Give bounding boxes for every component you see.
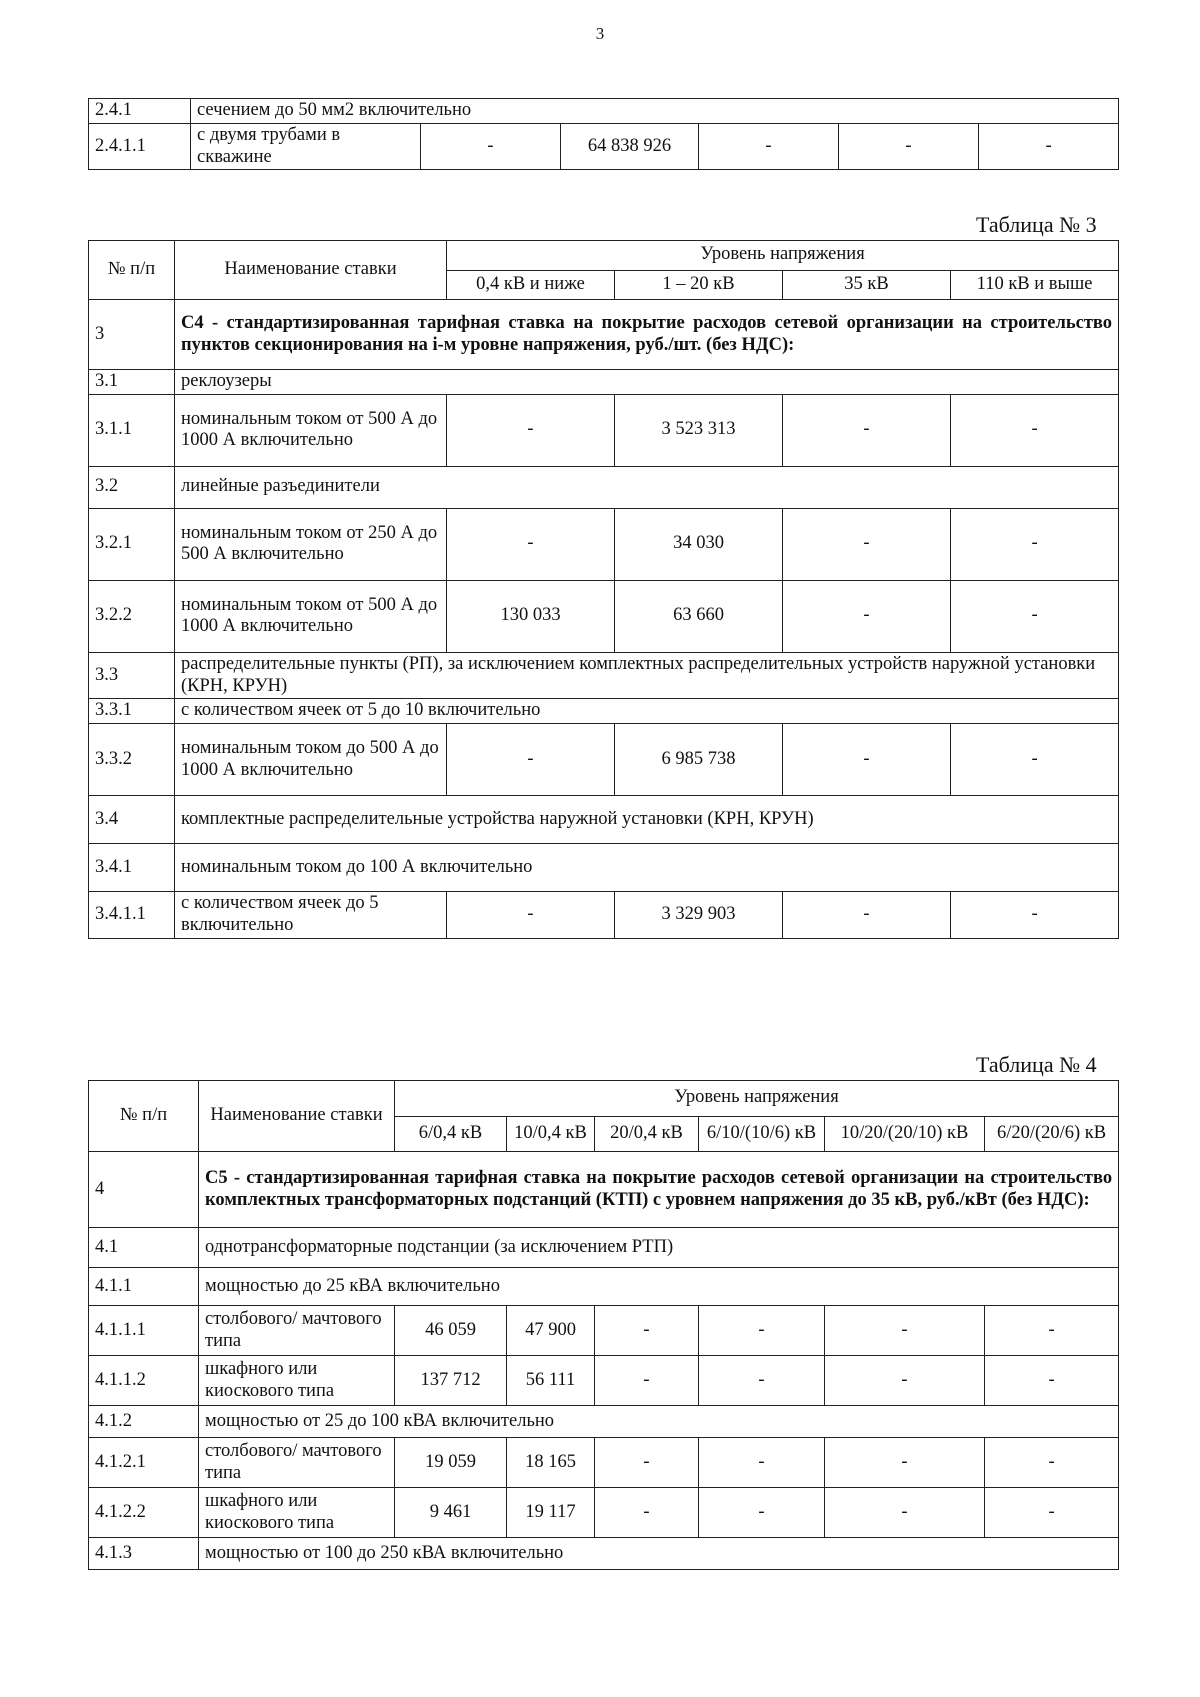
table-row	[89, 580, 1119, 652]
value-cell: -	[825, 1488, 985, 1538]
row-number: 3.3.1	[89, 699, 175, 724]
table-row	[89, 1438, 1119, 1488]
value-cell: -	[699, 1356, 825, 1406]
row-name: номинальным током до 100 А включительно	[175, 844, 1119, 892]
table3-caption: Таблица № 3	[976, 212, 1097, 237]
header-name: Наименование ставки	[175, 241, 447, 300]
section-title: С4 - стандартизированная тарифная ставка на покрытие расходов сетевой организации на строительство пунктов секционирования на i-м уровне напряжения, руб./шт. (без НДС):	[175, 300, 1119, 370]
value-cell: -	[985, 1356, 1119, 1406]
value-cell: 19 059	[395, 1438, 507, 1488]
header-voltage-level: Уровень напряжения	[395, 1081, 1119, 1117]
row-number: 3.2	[89, 466, 175, 508]
row-name: мощностью до 25 кВА включительно	[199, 1268, 1119, 1306]
value-cell: -	[699, 1438, 825, 1488]
value-cell: -	[951, 508, 1119, 580]
value-cell: -	[951, 580, 1119, 652]
row-name: с количеством ячеек до 5 включительно	[175, 892, 447, 939]
row-number: 2.4.1	[89, 99, 191, 124]
value-cell: -	[421, 123, 561, 170]
row-name: реклоузеры	[175, 370, 1119, 395]
header-col-2: 1 – 20 кВ	[615, 270, 783, 300]
value-cell: -	[839, 123, 979, 170]
row-number: 4	[89, 1152, 199, 1228]
table-row	[89, 1228, 1119, 1268]
table-row	[89, 1268, 1119, 1306]
table-3	[88, 240, 1119, 939]
table-row	[89, 699, 1119, 724]
row-name: мощностью от 100 до 250 кВА включительно	[199, 1538, 1119, 1570]
row-name: сечением до 50 мм2 включительно	[191, 99, 1119, 124]
row-number: 4.1.3	[89, 1538, 199, 1570]
value-cell: -	[699, 123, 839, 170]
section-row	[89, 1152, 1119, 1228]
row-name: столбового/ мачтового типа	[199, 1306, 395, 1356]
value-cell: -	[979, 123, 1119, 170]
value-cell: 3 523 313	[615, 394, 783, 466]
row-name: столбового/ мачтового типа	[199, 1438, 395, 1488]
row-name: номинальным током от 250 А до 500 А включительно	[175, 508, 447, 580]
value-cell: 19 117	[507, 1488, 595, 1538]
value-cell: -	[985, 1306, 1119, 1356]
table-row	[89, 1306, 1119, 1356]
row-name: с двумя трубами в скважине	[191, 123, 421, 170]
row-number: 4.1.2	[89, 1406, 199, 1438]
value-cell: -	[783, 394, 951, 466]
value-cell: 9 461	[395, 1488, 507, 1538]
header-col-3: 20/0,4 кВ	[595, 1116, 699, 1152]
table3-header-row	[89, 241, 1119, 271]
header-col-4: 110 кВ и выше	[951, 270, 1119, 300]
row-name: шкафного или киоскового типа	[199, 1488, 395, 1538]
value-cell: -	[447, 394, 615, 466]
value-cell: -	[951, 724, 1119, 796]
header-col-6: 6/20/(20/6) кВ	[985, 1116, 1119, 1152]
value-cell: -	[985, 1488, 1119, 1538]
row-number: 3.4.1.1	[89, 892, 175, 939]
table4-header-row	[89, 1081, 1119, 1117]
row-name: линейные разъединители	[175, 466, 1119, 508]
row-number: 4.1.2.1	[89, 1438, 199, 1488]
row-name: номинальным током от 500 А до 1000 А включительно	[175, 394, 447, 466]
table4-caption: Таблица № 4	[976, 1052, 1097, 1077]
value-cell: 56 111	[507, 1356, 595, 1406]
row-number: 4.1.1.2	[89, 1356, 199, 1406]
value-cell: -	[595, 1356, 699, 1406]
value-cell: -	[783, 892, 951, 939]
value-cell: 46 059	[395, 1306, 507, 1356]
row-number: 2.4.1.1	[89, 123, 191, 170]
value-cell: 34 030	[615, 508, 783, 580]
table-4	[88, 1080, 1119, 1570]
value-cell: 3 329 903	[615, 892, 783, 939]
row-number: 4.1.2.2	[89, 1488, 199, 1538]
row-name: комплектные распределительные устройства наружной установки (КРН, КРУН)	[175, 796, 1119, 844]
row-number: 3.1.1	[89, 394, 175, 466]
row-name: однотрансформаторные подстанции (за исключением РТП)	[199, 1228, 1119, 1268]
header-name: Наименование ставки	[199, 1081, 395, 1152]
value-cell: -	[699, 1488, 825, 1538]
header-col-1: 0,4 кВ и ниже	[447, 270, 615, 300]
table-row	[89, 892, 1119, 939]
table-row	[89, 796, 1119, 844]
value-cell: -	[825, 1306, 985, 1356]
value-cell: -	[699, 1306, 825, 1356]
value-cell: -	[825, 1356, 985, 1406]
value-cell: -	[825, 1438, 985, 1488]
section-row	[89, 300, 1119, 370]
row-number: 3.2.2	[89, 580, 175, 652]
row-name: номинальным током до 500 А до 1000 А включительно	[175, 724, 447, 796]
row-number: 3.4	[89, 796, 175, 844]
header-col-5: 10/20/(20/10) кВ	[825, 1116, 985, 1152]
row-number: 3.3	[89, 652, 175, 699]
row-name: с количеством ячеек от 5 до 10 включительно	[175, 699, 1119, 724]
value-cell: -	[447, 892, 615, 939]
value-cell: -	[951, 394, 1119, 466]
table-row	[89, 1406, 1119, 1438]
value-cell: -	[783, 508, 951, 580]
row-name: мощностью от 25 до 100 кВА включительно	[199, 1406, 1119, 1438]
table-row	[89, 508, 1119, 580]
table-row	[89, 652, 1119, 699]
value-cell: 6 985 738	[615, 724, 783, 796]
header-col-1: 6/0,4 кВ	[395, 1116, 507, 1152]
row-name: распределительные пункты (РП), за исключением комплектных распределительных устройств наружной установки (КРН, КРУН)	[175, 652, 1119, 699]
table-row	[89, 1356, 1119, 1406]
table-row	[89, 724, 1119, 796]
value-cell: 18 165	[507, 1438, 595, 1488]
row-number: 4.1.1.1	[89, 1306, 199, 1356]
value-cell: -	[595, 1306, 699, 1356]
value-cell: 137 712	[395, 1356, 507, 1406]
value-cell: -	[951, 892, 1119, 939]
table-row	[89, 123, 1119, 170]
value-cell: -	[595, 1488, 699, 1538]
row-number: 3.2.1	[89, 508, 175, 580]
value-cell: -	[985, 1438, 1119, 1488]
row-number: 3.1	[89, 370, 175, 395]
header-voltage-level: Уровень напряжения	[447, 241, 1119, 271]
table-row	[89, 394, 1119, 466]
table-row	[89, 844, 1119, 892]
header-col-3: 35 кВ	[783, 270, 951, 300]
value-cell: -	[447, 508, 615, 580]
row-number: 3.3.2	[89, 724, 175, 796]
value-cell: -	[783, 724, 951, 796]
value-cell: -	[595, 1438, 699, 1488]
table-row	[89, 466, 1119, 508]
value-cell: 64 838 926	[561, 123, 699, 170]
header-col-2: 10/0,4 кВ	[507, 1116, 595, 1152]
table-row	[89, 1488, 1119, 1538]
row-name: номинальным током от 500 А до 1000 А включительно	[175, 580, 447, 652]
header-num: № п/п	[89, 241, 175, 300]
section-title: С5 - стандартизированная тарифная ставка на покрытие расходов сетевой организации на строительство комплектных трансформаторных подстанций (КТП) с уровнем напряжения до 35 кВ, руб./кВт (без НДС):	[199, 1152, 1119, 1228]
row-number: 4.1.1	[89, 1268, 199, 1306]
value-cell: 63 660	[615, 580, 783, 652]
header-num: № п/п	[89, 1081, 199, 1152]
row-number: 3.4.1	[89, 844, 175, 892]
page-number: 3	[595, 24, 605, 43]
value-cell: 130 033	[447, 580, 615, 652]
table-row	[89, 370, 1119, 395]
table-row	[89, 99, 1119, 124]
value-cell: -	[783, 580, 951, 652]
header-col-4: 6/10/(10/6) кВ	[699, 1116, 825, 1152]
value-cell: 47 900	[507, 1306, 595, 1356]
row-name: шкафного или киоскового типа	[199, 1356, 395, 1406]
row-number: 4.1	[89, 1228, 199, 1268]
value-cell: -	[447, 724, 615, 796]
table-row	[89, 1538, 1119, 1570]
continuation-table	[88, 98, 1119, 170]
row-number: 3	[89, 300, 175, 370]
